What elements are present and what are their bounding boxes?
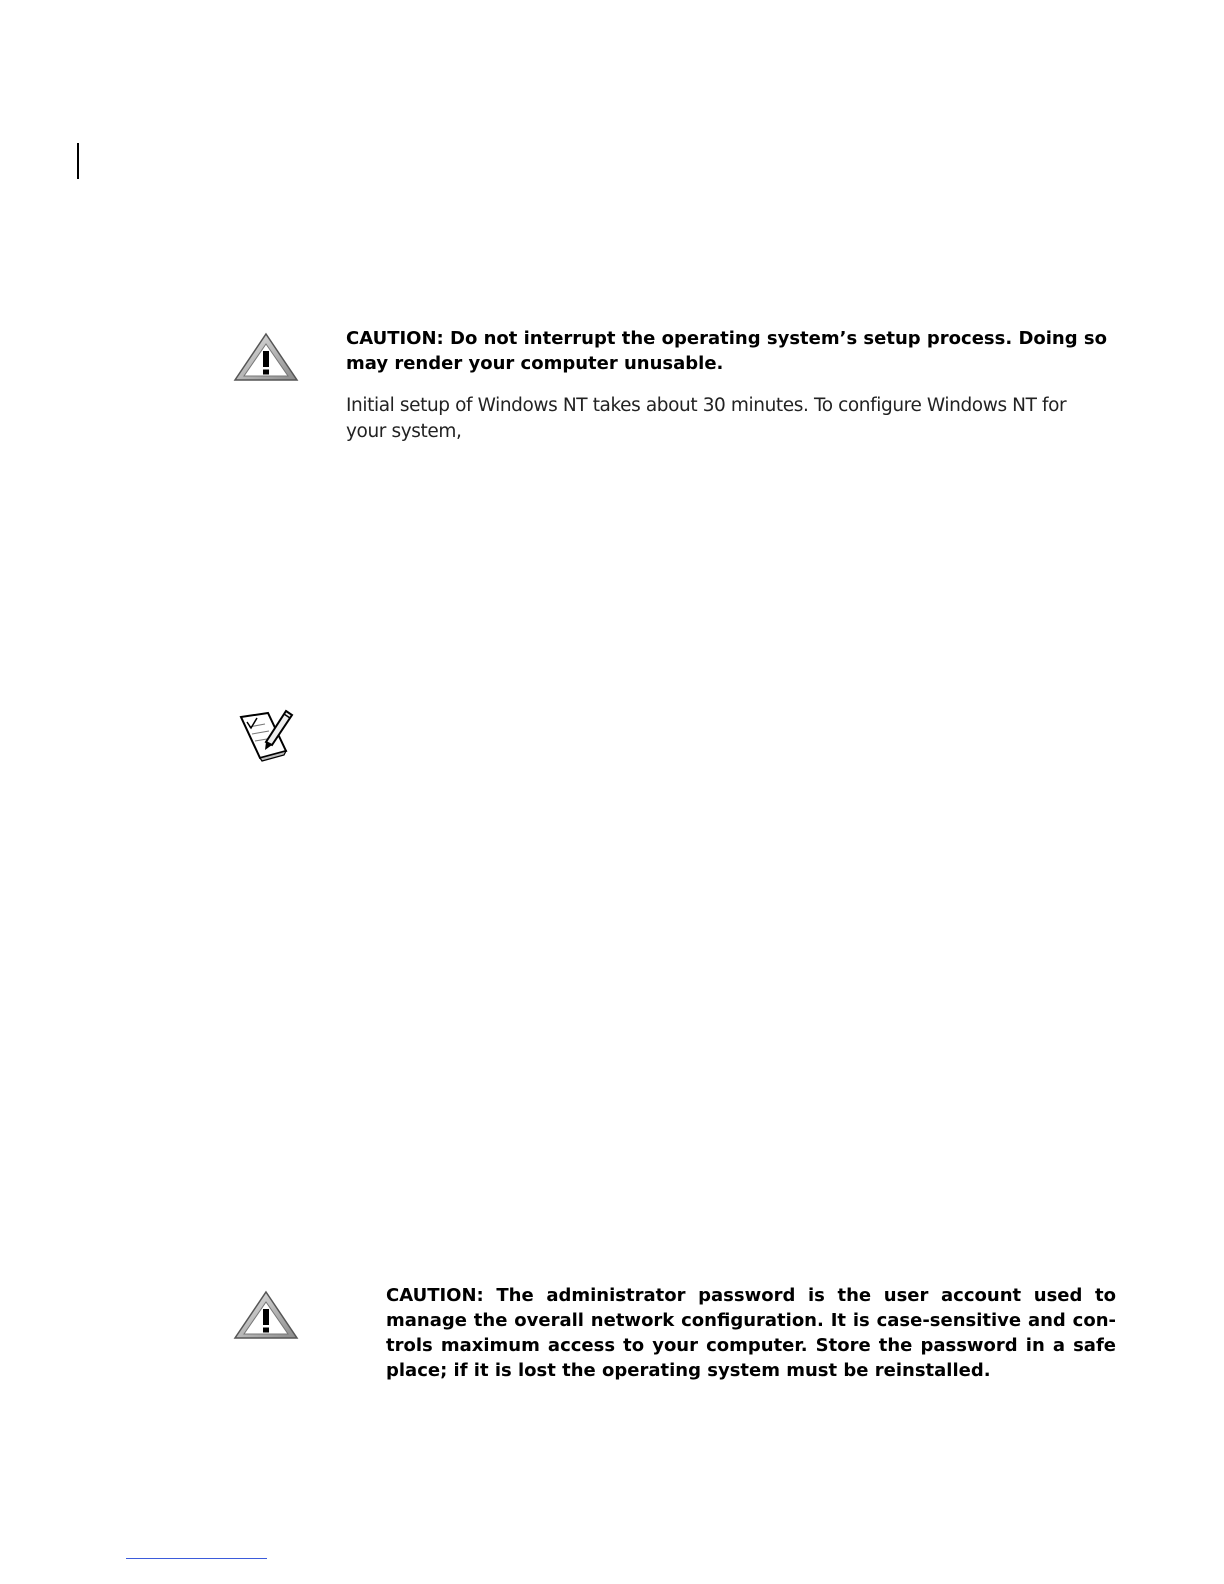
caution-notice-setup: CAUTION: Do not interrupt the operating system’s setup process. Doing so may render your computer unusable. [346,328,1107,374]
caution-password-line: place; if it is lost the operating system must be reinstalled. [386,1360,991,1381]
setup-instructions-paragraph: Initial setup of Windows NT takes about 30 minutes. To configure Windows NT for your system, [346,395,1067,442]
caution-password-line: manage the overall network configuration. It is case-sensitive and con- [386,1310,1116,1331]
caution-password-line: trols maximum access to your computer. Store the password in a safe [386,1335,1116,1356]
caution-notice-password [386,1283,1116,1383]
change-bar [77,143,79,179]
note-pencil-icon [238,707,298,763]
caution-triangle-icon [233,1289,299,1341]
caution-triangle-icon [233,331,299,383]
footer-rule [126,1558,267,1559]
caution-password-line: CAUTION: The administrator password is the user account used to [386,1285,1116,1306]
